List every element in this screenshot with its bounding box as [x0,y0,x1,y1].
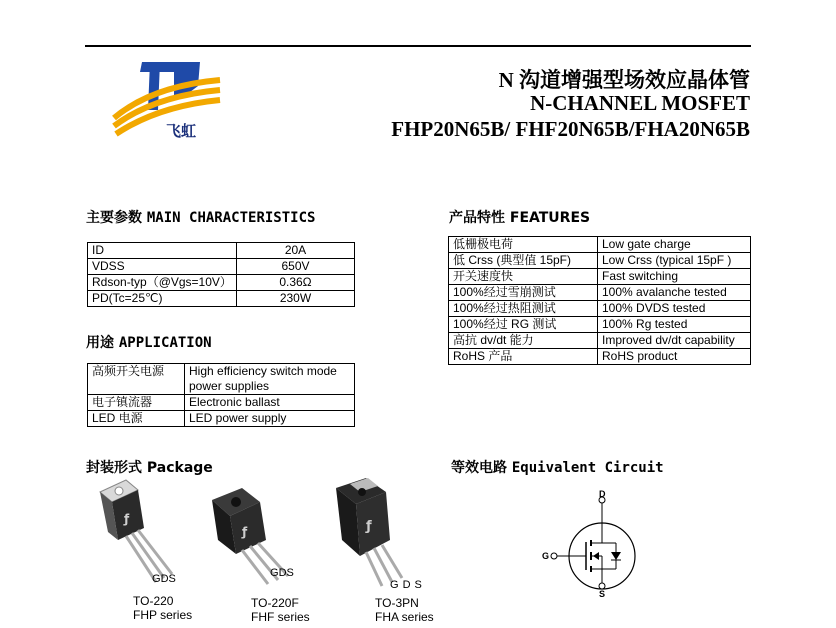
logo-text: 飞虹 [166,122,197,140]
svg-text:ƒ: ƒ [366,519,372,534]
pin-label: G [152,573,161,585]
table-row: LED 电源 LED power supply [88,411,355,427]
circuit-heading: 等效电路 Equivalent Circuit [451,460,664,476]
title-en: N-CHANNEL MOSFET [530,91,750,115]
gate-label: G [542,551,550,561]
pin-label: G [270,567,279,579]
table-row: 开关速度快 Fast switching [449,269,751,285]
svg-text:ƒ: ƒ [242,525,248,539]
pin-label: D [402,579,415,591]
application-table [87,363,355,427]
to3pn-package-image [332,478,422,590]
table-row [88,243,355,259]
table-row [88,275,355,291]
svg-text:ƒ: ƒ [124,512,130,526]
value-cell: 230W [237,291,355,307]
source-label: S [599,589,606,599]
features-heading: 产品特性 FEATURES [449,210,591,226]
package-label: TO-220 FHP series [133,594,193,622]
table-row: 电子镇流器 Electronic ballast [88,395,355,411]
param-cell: VDSS [88,259,237,275]
table-row: RoHS 产品 RoHS product [449,349,751,365]
table-row: 低栅极电荷 Low gate charge [449,237,751,253]
table-row: 低 Crss (典型值 15pF) Low Crss (typical 15pF ) [449,253,751,269]
application-heading: 用途 APPLICATION [86,335,212,351]
package-heading: 封装形式 Package [86,460,213,476]
part-numbers: FHP20N65B/ FHF20N65B/FHA20N65B [391,117,750,141]
pin-label: G [390,579,403,591]
table-row: 高频开关电源 High efficiency switch mode power supplies [88,364,355,395]
param-cell: ID [88,243,237,259]
table-row: 100%经过雪崩测试 100% avalanche tested [449,285,751,301]
main-characteristics-heading: 主要参数 MAIN CHARACTERISTICS [86,210,316,226]
main-characteristics-table [87,242,355,307]
pin-label: D [278,567,287,579]
package-label: TO-220F FHF series [251,596,310,624]
features-table [448,236,751,365]
value-cell: 20A [237,243,355,259]
value-cell: 0.36Ω [237,275,355,291]
table-row: 100%经过 RG 测试 100% Rg tested [449,317,751,333]
param-cell: PD(Tc=25℃) [88,291,237,307]
table-row: 100%经过热阻测试 100% DVDS tested [449,301,751,317]
title-cn: N 沟道增强型场效应晶体管 [498,68,750,92]
param-cell: Rdson-typ（@Vgs=10V） [88,275,237,291]
mosfet-symbol [540,486,640,602]
package-label: TO-3PN FHA series [375,596,434,624]
value-cell: 650V [237,259,355,275]
pin-label: S [168,573,176,585]
table-row [88,259,355,275]
drain-label: D [599,489,606,499]
pin-label: S [414,579,426,591]
top-rule [85,45,751,47]
table-row [88,291,355,307]
pin-label: S [286,567,294,579]
pin-label: D [160,573,169,585]
table-row: 高抗 dv/dt 能力 Improved dv/dt capability [449,333,751,349]
